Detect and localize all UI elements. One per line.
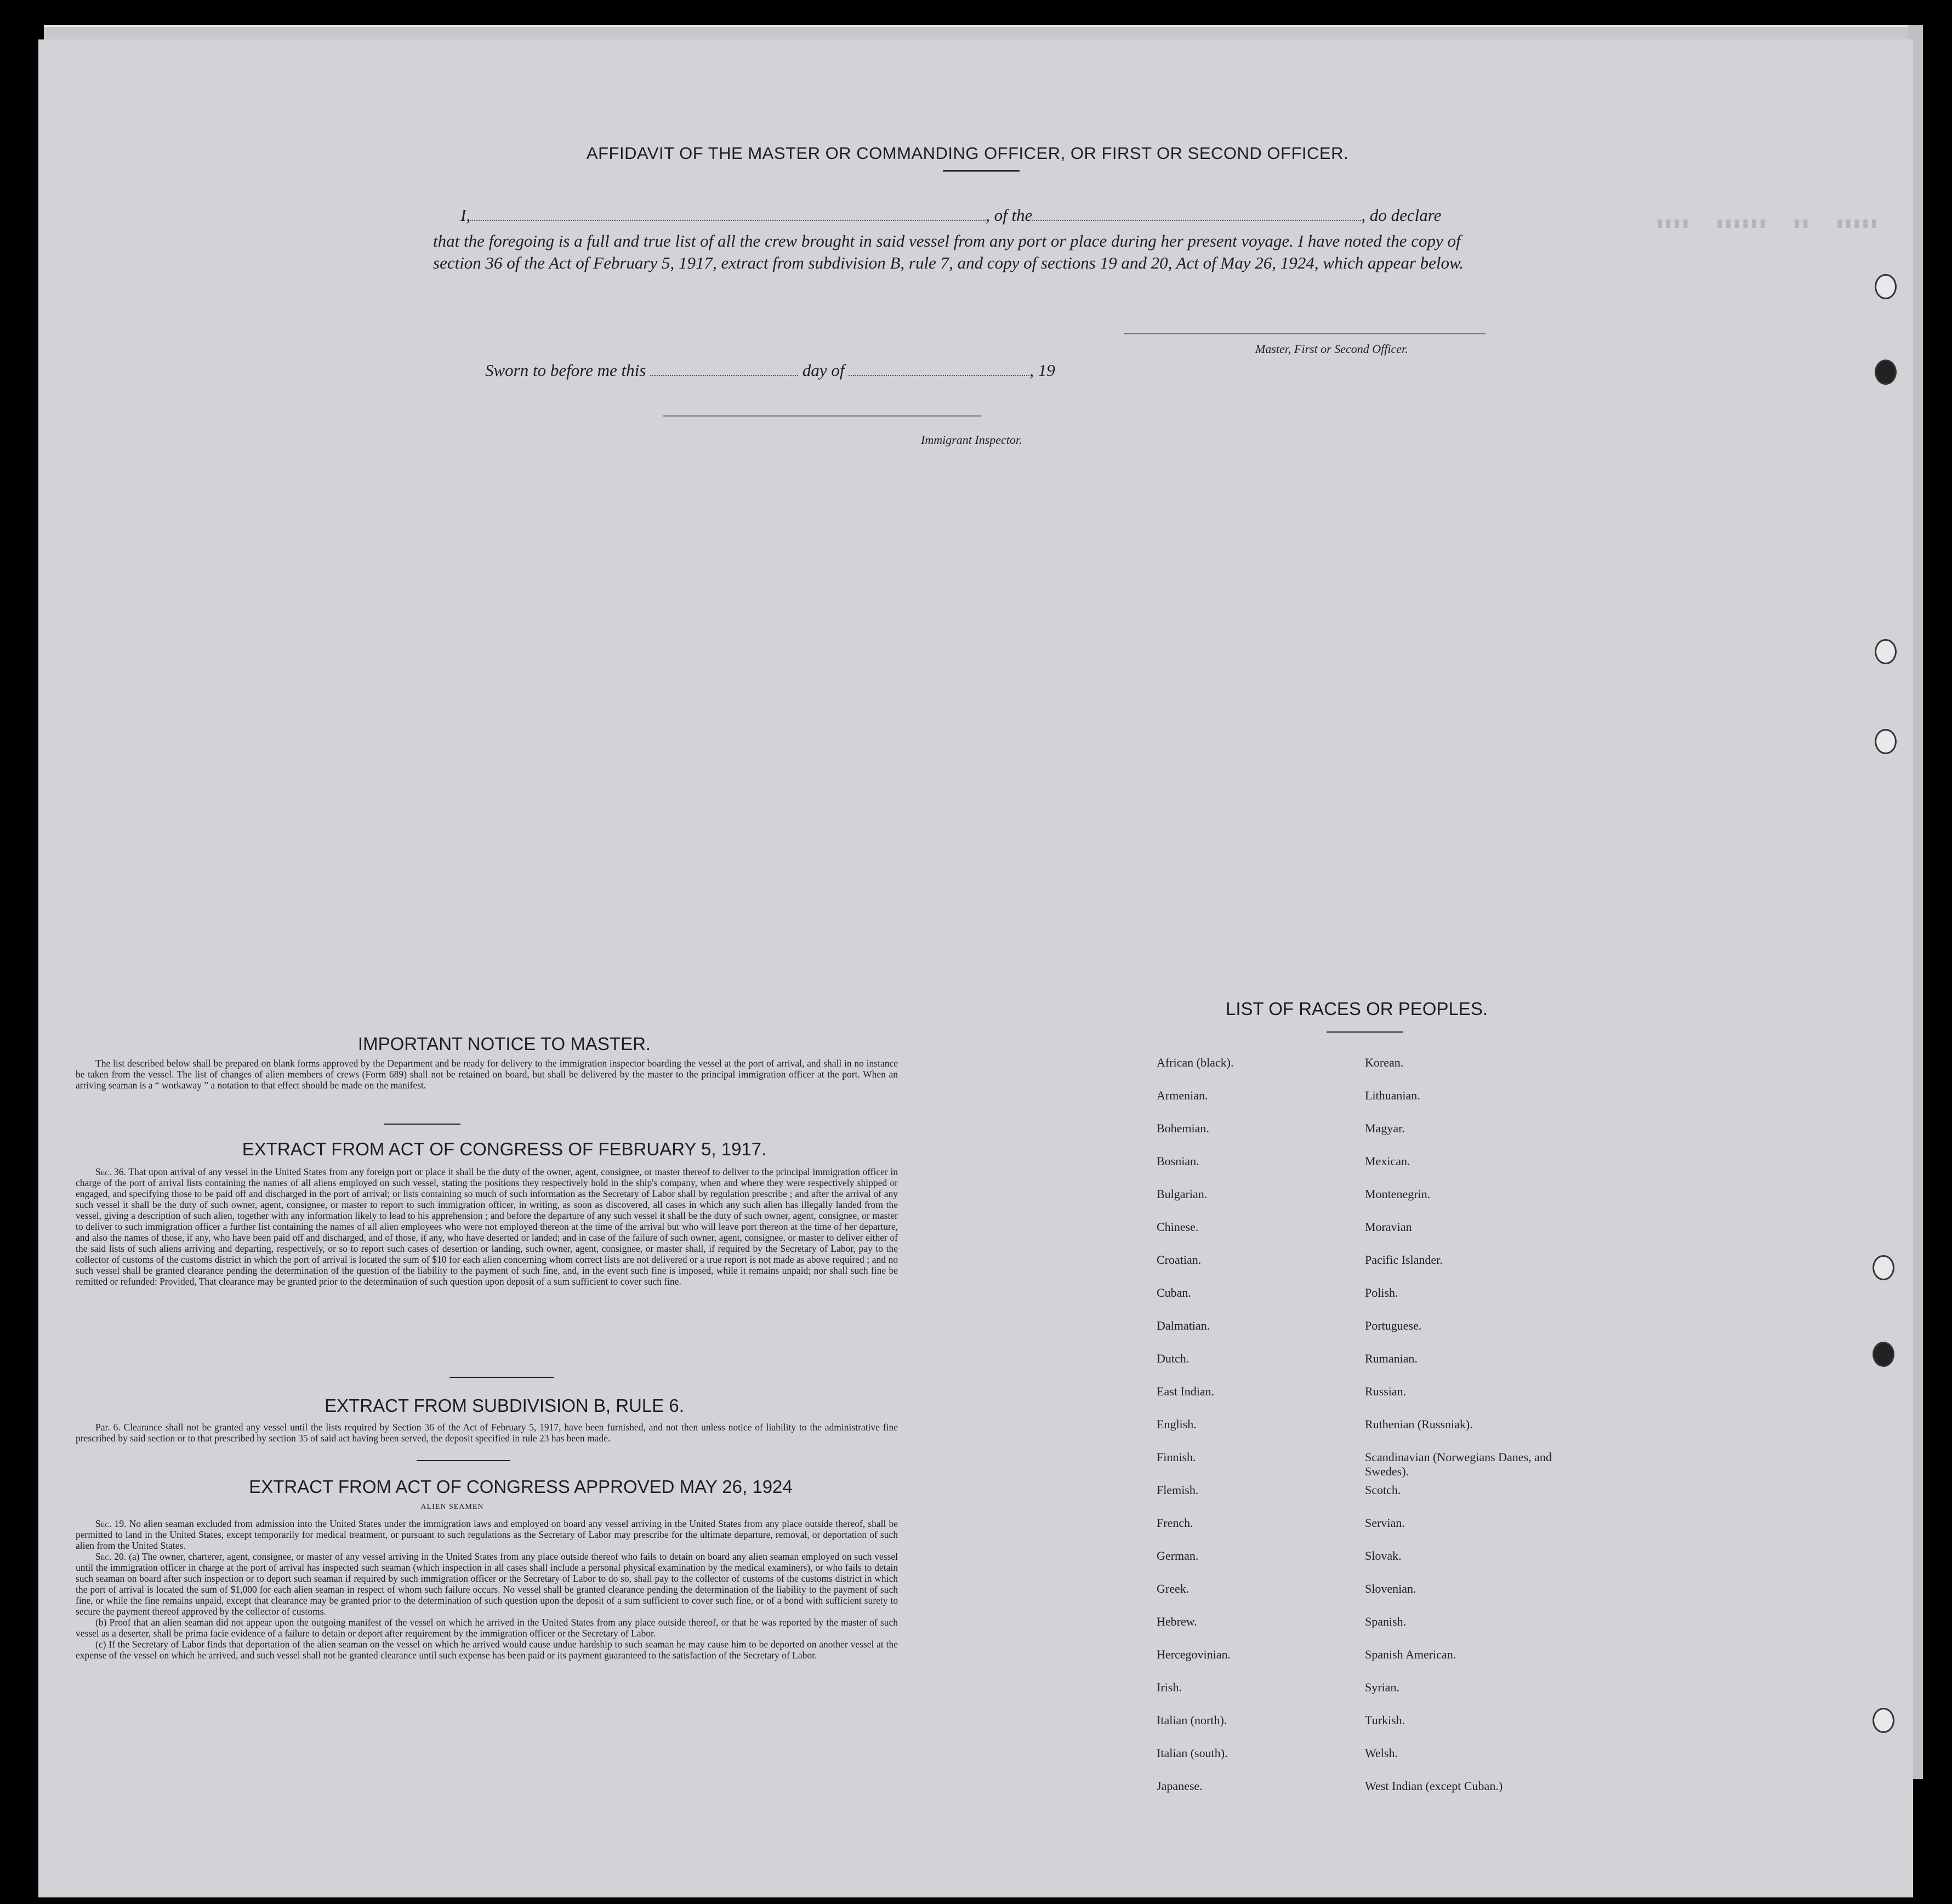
extract-1917-title: EXTRACT FROM ACT OF CONGRESS OF FEBRUARY 5, 1917. [242, 1139, 767, 1159]
declare-i-label: I, [460, 206, 471, 225]
binder-hole [1873, 1255, 1894, 1280]
extract-1924-title: EXTRACT FROM ACT OF CONGRESS APPROVED MAY 26, 1924 [249, 1477, 793, 1497]
sworn-year-label: , 19 [1029, 361, 1055, 380]
race-item: Korean. [1365, 1056, 1404, 1069]
notice-body [76, 1058, 898, 1091]
race-item: Hebrew. [1157, 1615, 1197, 1628]
extract-rule-title: EXTRACT FROM SUBDIVISION B, RULE 6. [325, 1395, 684, 1416]
race-item: Scotch. [1365, 1483, 1401, 1497]
race-item: Montenegrin. [1365, 1187, 1431, 1201]
race-item: Polish. [1365, 1286, 1398, 1299]
notice-text: The list described below shall be prepared on blank forms approved by the Department and be ready for delivery to the immigration inspector boarding the vessel at the port of arrival, and shall in no instance be taken from the vessel. The list of changes of alien members of crews (Form 689) shall not be retained on board, but shall be delivered by the master to the principal immigration officer at the port. When an arriving seaman is a “ workaway ” a notation to that effect should be made on the manifest. [76, 1058, 898, 1091]
race-item: African (black). [1157, 1056, 1234, 1069]
race-item: Syrian. [1365, 1680, 1399, 1694]
race-item: Bosnian. [1157, 1154, 1199, 1168]
race-item: Pacific Islander. [1365, 1253, 1443, 1267]
sec20b-text: (b) Proof that an alien seaman did not appear upon the outgoing manifest of the vessel on which he arrived in the United States from any place outside thereof, or that he was reported by the master of such vessel as a deserter, shall be prima facie evidence of a failure to detain or deport after requirement by the immigration officer or the Secretary of Labor. [76, 1617, 898, 1639]
race-item: Scandinavian (Norwegians Danes, and Swedes). [1365, 1450, 1552, 1478]
race-item: Irish. [1157, 1680, 1182, 1694]
vessel-name-field[interactable] [1032, 220, 1361, 221]
extract-1917-body [76, 1166, 898, 1287]
race-item: Dutch. [1157, 1352, 1190, 1365]
divider [417, 1460, 510, 1461]
sworn-day-field[interactable] [650, 375, 798, 376]
race-item: Rumanian. [1365, 1352, 1418, 1365]
divider [1327, 1031, 1403, 1033]
sec20c-text: (c) If the Secretary of Labor finds that deportation of the alien seaman on the vessel on which he arrived would cause undue hardship to such seaman he may cause him to be deported on another vessel at the expense of the vessel on which he arrived, and such vessel shall not be granted clearance until such expense has been paid or its payment guaranteed to the satisfaction of the Secretary of Labor. [76, 1639, 898, 1661]
sec19-text: No alien seaman excluded from admission into the United States under the immigration laws and employed on board any vessel arriving in the United States from any place outside thereof, shall be permitted to land in the United States, except temporarily for medical treatment, or pursuant to such regulations as the Secretary of Labor may prescribe for the ultimate departure, removal, or deportation of such alien from the United States. [76, 1518, 898, 1551]
race-item: Portuguese. [1365, 1319, 1422, 1332]
binder-hole [1875, 729, 1897, 754]
race-item: Armenian. [1157, 1088, 1208, 1102]
race-item: West Indian (except Cuban.) [1365, 1779, 1503, 1793]
extract-1924-subtitle: ALIEN SEAMEN [420, 1503, 484, 1511]
race-item: Cuban. [1157, 1286, 1191, 1299]
race-item: English. [1157, 1417, 1197, 1431]
races-right-column [1365, 1056, 1595, 1812]
race-item: Bohemian. [1157, 1121, 1209, 1135]
inspector-signature-line[interactable] [663, 415, 981, 417]
binder-hole [1875, 639, 1897, 664]
race-item: Croatian. [1157, 1253, 1202, 1267]
race-item: Slovak. [1365, 1549, 1402, 1563]
affidavit-declaration-line [460, 206, 1441, 225]
race-item: French. [1157, 1516, 1193, 1530]
race-item: Greek. [1157, 1582, 1190, 1595]
signature-label: Master, First or Second Officer. [1255, 342, 1408, 356]
divider [943, 170, 1020, 172]
sec36-text: That upon arrival of any vessel in the United States from any foreign port or place it shall be the duty of the owner, agent, consignee, or master thereof to deliver to the principal immigration officer in charge of the port of arrival lists containing the names of all aliens employed on such vessel, stating the positions they respectively hold in the ship's company, when and where they were respectively shipped or engaged, and specifying those to be paid off and discharged in the port of arrival; or lists containing so much of such information as the Secretary of Labor shall by regulation prescribe ; and after the arrival of any such vessel it shall be the duty of such owner, agent, consignee, or master to report to such immigration officer, in writing, as soon as discovered, all cases in which any such alien has illegally landed from the vessel, giving a description of such alien, together with any information likely to lead to his apprehension ; and before the departure of any such vessel it shall be the duty of such owner, agent, consignee, or master to deliver to such immigration officer a further list containing the names of all alien employees who were not employed thereon at the time of the arrival but who will leave port thereon at the time of her departure, and also the names of those, if any, who have been paid off and discharged, and of those, if any, who have deserted or landed; and in case of the failure of such owner, agent, consignee, or master to deliver either of the said lists of such aliens arriving and departing, respectively, or so to report such cases of desertion or landing, such owner, agent, consignee, or master shall, if required by the Secretary of Labor, pay to the collector of customs of the customs district in which the port of arrival is located the sum of $10 for each alien concerning whom correct lists are not delivered or a true report is not made as above required ; and no such vessel shall be granted clearance pending the determination of the question of the liability to the payment of such fine, and, in the event such fine is imposed, while it remains unpaid; nor shall such fine be remitted or refunded: Provided, That clearance may be granted prior to the determination of such question upon deposit of a sum sufficient to cover such fine. [76, 1166, 898, 1287]
sworn-line [485, 361, 1055, 380]
extract-rule-body [76, 1422, 898, 1444]
sec20-label: Sec. 20. [95, 1551, 127, 1562]
race-item: Dalmatian. [1157, 1319, 1210, 1332]
race-item: Slovenian. [1365, 1582, 1416, 1595]
race-item: East Indian. [1157, 1384, 1215, 1398]
race-item: German. [1157, 1549, 1199, 1563]
race-item: Moravian [1365, 1220, 1412, 1234]
divider [384, 1124, 460, 1125]
race-item: Japanese. [1157, 1779, 1203, 1793]
sworn-month-field[interactable] [849, 375, 1029, 376]
race-item: Servian. [1365, 1516, 1405, 1530]
binder-hole [1873, 1342, 1894, 1367]
race-item: Bulgarian. [1157, 1187, 1208, 1201]
races-title: LIST OF RACES OR PEOPLES. [1225, 999, 1488, 1019]
race-item: Mexican. [1365, 1154, 1410, 1168]
bleed-through-column: ▮▮▮▮ ▮▮▮▮▮▮ ▮▮ ▮▮▮▮▮ [1655, 215, 1879, 232]
binder-hole [1875, 274, 1897, 299]
race-item: Italian (north). [1157, 1713, 1227, 1727]
race-item: Magyar. [1365, 1121, 1405, 1135]
divider [449, 1377, 554, 1378]
race-item: Chinese. [1157, 1220, 1199, 1234]
of-the-label: , of the [986, 206, 1033, 225]
affidavit-statement: that the foregoing is a full and true list of all the crew brought in said vessel from any port or place during her present voyage. I have noted the copy of section 36 of the Act of February 5, 1917, extract from subdivision B, rule 7, and copy of sections 19 and 20, Act of May 26, 1924, which appear below. [433, 231, 1464, 272]
extract-1924-body [76, 1518, 898, 1661]
race-item: Hercegovinian. [1157, 1648, 1231, 1661]
race-item: Russian. [1365, 1384, 1407, 1398]
rule6-text: Par. 6. Clearance shall not be granted any vessel until the lists required by Section 36 of the Act of February 5, 1917, have been furnished, and not then unless notice of liability to the administrative fine prescribed by said section or to that prescribed by section 35 of said act having been served, the deposit specified in rule 23 has been made. [76, 1422, 898, 1444]
signature-line[interactable] [1124, 333, 1486, 334]
sec20a-text: (a) The owner, charterer, agent, consignee, or master of any vessel arriving in the United States from any place outside thereof who fails to detain on board any alien seaman employed on such vessel until the immigration officer in charge at the port of arrival has inspected such seaman (which inspection in all cases shall include a personal physical examination by the medical examiners), or who fails to detain such seaman on board after such inspection or to deport such seaman if required by such immigration officer or the Secretary of Labor to do so, shall pay to the collector of customs of the customs district in which the port of arrival is located the sum of $1,000 for each alien seaman in respect of whom such failure occurs. No vessel shall be granted clearance pending the determination of the liability to the payment of such fine, or while the fine remains unpaid, except that clearance may be granted prior to the determination of such question upon the deposit of a sum sufficient to cover such fine, or of a bond with sufficient surety to secure the payment thereof approved by the collector of customs. [76, 1551, 898, 1617]
race-item: Lithuanian. [1365, 1088, 1420, 1102]
race-item: Spanish. [1365, 1615, 1407, 1628]
race-item: Welsh. [1365, 1746, 1398, 1760]
do-declare-label: , do declare [1361, 206, 1442, 225]
binder-hole [1873, 1708, 1894, 1733]
race-item: Flemish. [1157, 1483, 1199, 1497]
sworn-day-of-label: day of [802, 361, 845, 380]
race-item: Italian (south). [1157, 1746, 1228, 1760]
races-left-column [1157, 1056, 1233, 1812]
binder-hole [1875, 360, 1897, 385]
inspector-label: Immigrant Inspector. [921, 433, 1022, 447]
sworn-prefix: Sworn to before me this [485, 361, 646, 380]
race-item: Spanish American. [1365, 1648, 1456, 1661]
sec36-label: Sec. 36. [95, 1166, 126, 1177]
sec19-label: Sec. 19. [95, 1518, 127, 1529]
race-item: Finnish. [1157, 1450, 1196, 1464]
notice-title: IMPORTANT NOTICE TO MASTER. [357, 1034, 651, 1054]
master-name-field[interactable] [470, 220, 986, 221]
race-item: Turkish. [1365, 1713, 1405, 1727]
race-item: Ruthenian (Russniak). [1365, 1417, 1473, 1431]
affidavit-title: AFFIDAVIT OF THE MASTER OR COMMANDING OFFICER, OR FIRST OR SECOND OFFICER. [586, 144, 1349, 163]
